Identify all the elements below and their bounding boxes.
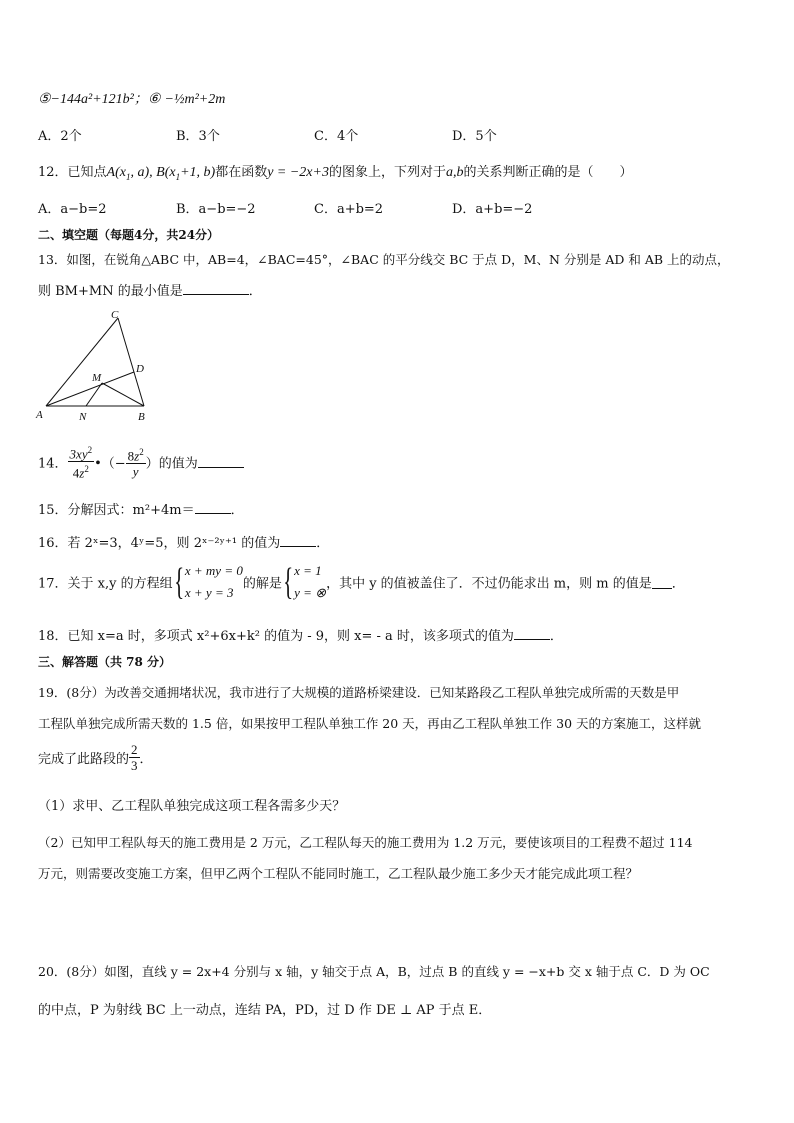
segment-mn [86, 383, 102, 406]
q13-answer-blank [183, 282, 249, 295]
q12-option-c: C．a+b=2 [314, 202, 384, 217]
q11-item5: ⑤−144a²+121b²；⑥ [38, 92, 161, 107]
q17-sol1: x = 1 [294, 563, 322, 578]
q19-line3-text: 完成了此路段的 [38, 752, 130, 767]
q17-system [185, 560, 243, 604]
q17-brace-2: { [282, 561, 294, 603]
q15-end: ． [230, 503, 244, 518]
q13-line2 [38, 280, 262, 299]
q12-option-a: A．a−b=2 [38, 202, 107, 217]
q20-line2: 的中点，P 为射线 BC 上一动点，连结 PA，PD，过 D 作 DE ⊥ AP 于点 E． [38, 1003, 492, 1018]
q14-prefix: 14． [38, 456, 68, 472]
q19-sub1: （1）求甲、乙工程队单独完成这项工程各需多少天？ [38, 799, 346, 814]
q19-line3-end: ． [139, 752, 153, 767]
q12-points: $A(x_1$, a), $B(x_1+1$, b) [106, 165, 216, 182]
q19-line1: 19．(8分）为改善交通拥堵状况，我市进行了大规模的道路桥梁建设．已知某路段乙工程队单独完成所需的天数是甲 [38, 685, 680, 700]
q17-solution [294, 560, 326, 604]
q14-fraction-1: $\frac{3xy^2}{4z^2}$ [69, 445, 93, 481]
q18-end: ． [549, 629, 563, 644]
q15-text: 15．分解因式：m²+4m＝ [38, 503, 195, 518]
section2-title: 二、填空题（每题4分，共24分） [38, 228, 220, 242]
q14-suffix: ）的值为 [145, 456, 198, 472]
q13-line1: 13．如图，在锐角△ABC 中，AB=4，∠BAC=45°，∠BAC 的平分线交 BC 于点 D，M、N 分别是 AD 和 AB 上的动点， [38, 252, 730, 267]
q18-answer-blank [514, 627, 550, 640]
q11-option-d: D．5个 [452, 129, 497, 144]
q19-line2: 工程队单独完成所需天数的 1.5 倍，如果按甲工程队单独工作 20 天，再由乙工程队单独工作 30 天的方案施工，这样就 [38, 716, 702, 731]
q13-line2-text: 则 BM+MN 的最小值是 [38, 284, 183, 299]
q12-vars: a,b [446, 165, 464, 180]
q16-text: 16．若 2ˣ=3，4ʸ=5，则 2ˣ⁻²ʸ⁺¹ 的值为 [38, 536, 281, 551]
q14-fraction-2: $\frac{8z^2}{y}$ [127, 446, 144, 479]
label-d: D [136, 363, 144, 375]
q16-end: ． [316, 536, 330, 551]
q17-stem [38, 560, 685, 604]
q11-item6: −½m²+2m [164, 92, 226, 107]
q16-answer-blank [280, 534, 316, 547]
q19-sub2-line2: 万元，则需要改变施工方案，但甲乙两个工程队不能同时施工，乙工程队最少施工多少天才能完成此项工程？ [38, 866, 639, 881]
q19-line3 [38, 742, 153, 773]
q16-stem [38, 532, 329, 551]
q20-line1: 20．(8分）如图，直线 y = 2x+4 分别与 x 轴，y 轴交于点 A，B，过点 B 的直线 y = −x+b 交 x 轴于点 C．D 为 OC [38, 964, 710, 979]
q15-stem [38, 499, 244, 518]
q12-option-b: B．a−b=−2 [176, 202, 256, 217]
q14-stem [38, 443, 244, 481]
q19-fraction: $\frac{2}{3}$ [131, 742, 138, 773]
q17-mid: 的解是 [242, 576, 282, 592]
q12-option-d: D．a+b=−2 [452, 202, 533, 217]
q17-brace-1: { [173, 561, 184, 603]
q15-answer-blank [195, 501, 231, 514]
q12-number: 12．已知点 [38, 165, 107, 180]
q17-suffix: ，其中 y 的值被盖住了．不过仍能求出 m，则 m 的值是 [326, 576, 652, 592]
q12-text-tail: 的关系判断正确的是（ ） [463, 165, 633, 180]
label-b: B [138, 411, 145, 423]
q17-answer-blank [652, 576, 672, 589]
q17-eq2: x + y = 3 [184, 585, 234, 600]
q12-text-mid: 都在函数 [215, 165, 268, 180]
q17-eq1: x + my = 0 [184, 563, 243, 578]
label-m: M [92, 372, 102, 384]
q19-sub2-line1: （2）已知甲工程队每天的施工费用是 2 万元，乙工程队每天的施工费用为 1.2 万元，要使该项目的工程费不超过 114 [38, 835, 693, 850]
q11-items [38, 88, 225, 108]
q12-stem [38, 161, 633, 182]
q18-stem [38, 625, 563, 644]
section3-title: 三、解答题（共 78 分） [38, 655, 172, 669]
q17-prefix: 17．关于 x,y 的方程组 [38, 576, 173, 592]
segment-bm [102, 383, 144, 406]
label-c: C [111, 309, 119, 321]
q13-triangle-figure [34, 306, 164, 426]
label-a: A [36, 409, 43, 421]
q11-option-a: A．2个 [38, 129, 82, 144]
label-n: N [79, 411, 87, 423]
q17-end: ． [671, 576, 685, 592]
q12-function: y = −2x+3 [267, 165, 329, 180]
q12-text-end: 的图象上，下列对于 [328, 165, 446, 180]
q11-option-b: B．3个 [176, 129, 220, 144]
q14-answer-blank [198, 455, 244, 468]
side-bc [118, 318, 144, 406]
q13-line2-end: ． [248, 284, 262, 299]
q18-text: 18．已知 x=a 时，多项式 x²+6x+k² 的值为 - 9，则 x= - a 时，该多项式的值为 [38, 629, 514, 644]
side-ac [46, 318, 118, 406]
q17-sol2: y = ⊗ [294, 585, 327, 600]
q11-option-c: C．4个 [314, 129, 359, 144]
q14-middle: •（− [94, 456, 126, 472]
